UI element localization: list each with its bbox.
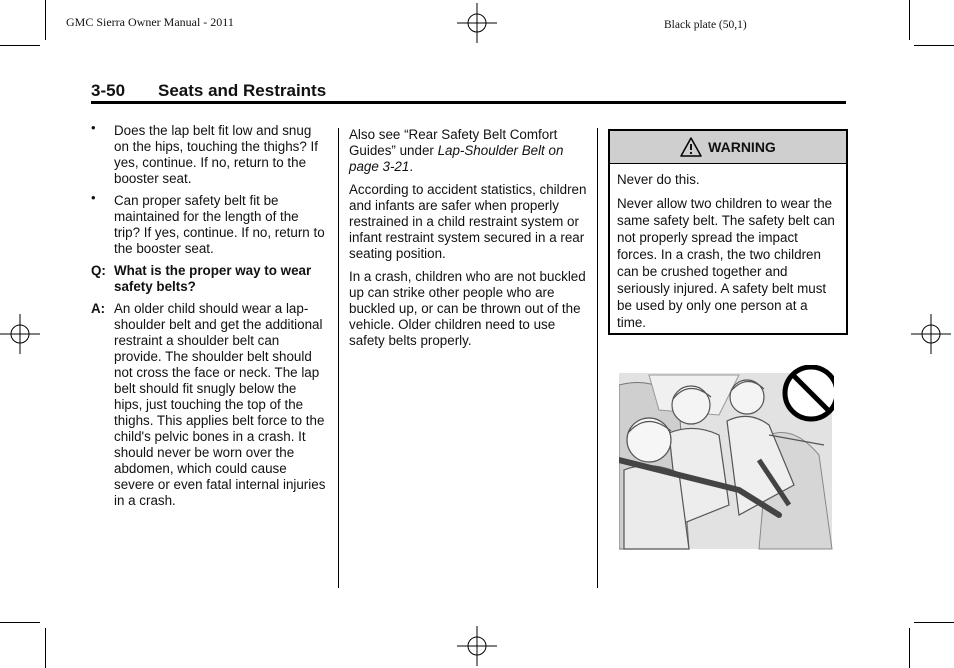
section-heading	[91, 81, 326, 101]
list-item	[91, 120, 327, 187]
paragraph: In a crash, children who are not buckled up can strike other people who are buckled up, or can be thrown out of the vehicle. Older children need to use safety belts properly.	[349, 269, 586, 348]
column-2	[349, 127, 589, 356]
crop-mark	[914, 622, 954, 623]
question-tag: Q:	[91, 263, 106, 278]
registration-mark-icon	[457, 626, 497, 666]
column-1	[91, 120, 327, 515]
crop-mark	[0, 45, 40, 46]
cross-reference: Lap-Shoulder Belt on page 3-21	[349, 143, 564, 174]
seatbelt-illustration	[619, 365, 834, 550]
crop-mark	[914, 45, 954, 46]
paragraph-text: Also see “Rear Safety Belt Comfort Guides” under	[349, 127, 558, 158]
list-item-text: Does the lap belt fit low and snug on the hips, touching the thighs? If yes, continue. If no, return to the booster seat.	[114, 123, 318, 186]
crop-mark	[45, 628, 46, 668]
section-title: Seats and Restraints	[158, 81, 327, 100]
crop-mark	[909, 628, 910, 668]
crop-mark	[0, 622, 40, 623]
bullet-marker: •	[91, 120, 96, 135]
paragraph-text: .	[409, 159, 414, 174]
registration-mark-icon	[0, 314, 40, 354]
bullet-marker: •	[91, 190, 96, 205]
paragraph	[349, 127, 589, 175]
paragraph: According to accident statistics, children and infants are safer when properly restrained in a child restraint system or infant restraint system secured in a rear seating position.	[349, 182, 587, 261]
column-divider	[597, 128, 598, 588]
list-item	[91, 190, 327, 257]
warning-label: WARNING	[708, 139, 776, 155]
heading-rule	[91, 101, 846, 104]
warning-box	[608, 129, 848, 335]
warning-text: Never do this.	[617, 172, 700, 187]
manual-title: GMC Sierra Owner Manual - 2011	[66, 15, 234, 29]
warning-triangle-icon	[680, 137, 702, 157]
answer-text: An older child should wear a lap-shoulder belt and get the additional restraint a shoulder belt can provide. The shoulder belt should not cross the face or neck. The lap belt should fit snugly below the hips, just touching the top of the thighs. This applies belt force to the child's pelvic bones in a crash. It should never be worn over the abdomen, which could cause severe or even fatal internal injuries in a crash.	[114, 301, 326, 508]
crop-mark	[909, 0, 910, 40]
registration-mark-icon	[911, 314, 951, 354]
answer-tag: A:	[91, 301, 106, 316]
question-text: What is the proper way to wear safety belts?	[114, 263, 312, 294]
warning-body	[610, 164, 846, 331]
page-number: 3-50	[91, 81, 126, 100]
plate-label: Black plate (50,1)	[664, 19, 747, 31]
question	[91, 263, 327, 295]
crop-mark	[45, 0, 46, 40]
prohibition-icon	[785, 367, 834, 419]
answer	[91, 301, 327, 509]
warning-text: Never allow two children to wear the same safety belt. The safety belt can not properly spread the impact forces. In a crash, the two children can be crushed together and seriously injured. A safety belt must be used by only one person at a time.	[617, 196, 835, 330]
list-item-text: Can proper safety belt fit be maintained for the length of the trip? If yes, continue. If no, return to the booster seat.	[114, 193, 325, 256]
registration-mark-icon	[457, 3, 497, 43]
warning-header	[610, 131, 846, 164]
column-divider	[338, 128, 339, 588]
